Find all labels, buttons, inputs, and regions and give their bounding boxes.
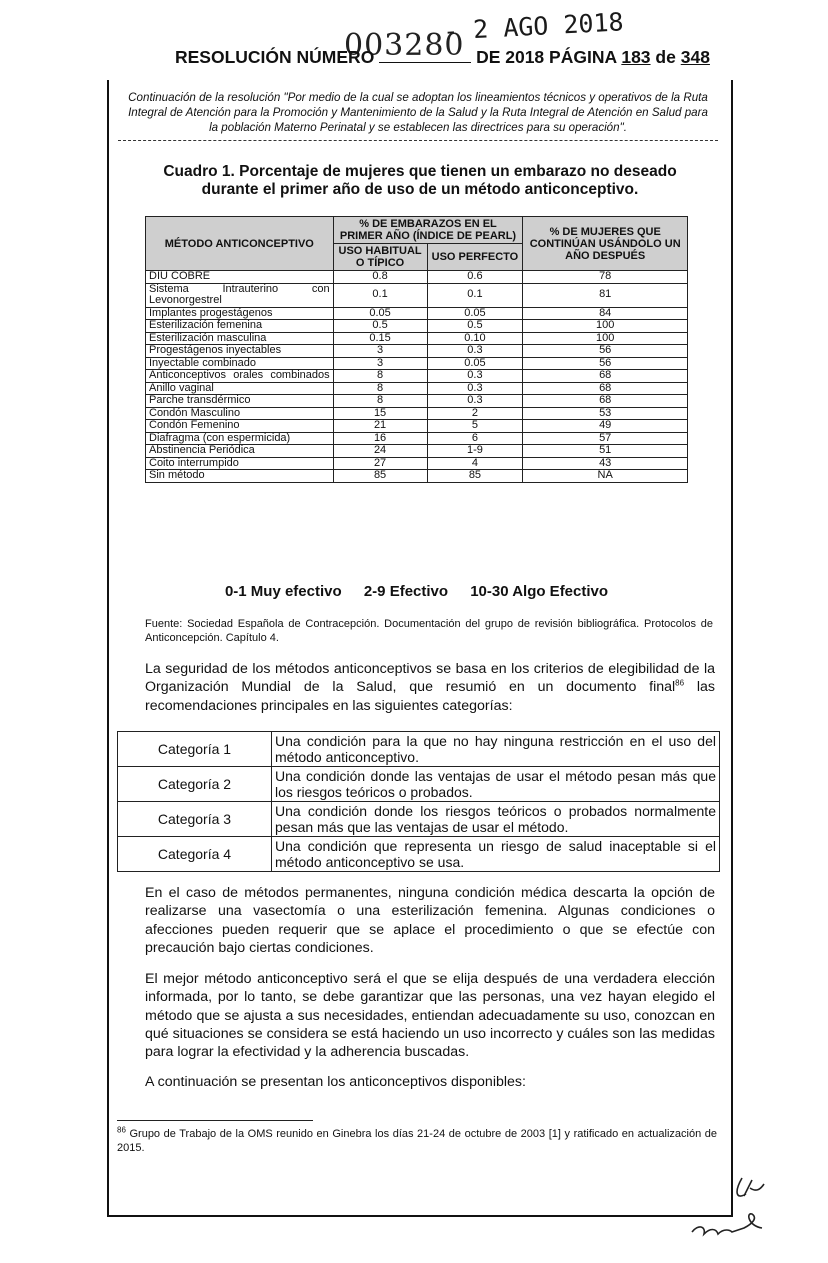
category-label: Categoría 3 xyxy=(118,802,272,837)
table-row xyxy=(146,307,688,320)
paragraph-available: A continuación se presentan los anticonceptivos disponibles: xyxy=(145,1074,526,1090)
category-label: Categoría 2 xyxy=(118,767,272,802)
category-row xyxy=(118,837,720,872)
table-row xyxy=(146,332,688,345)
page-number: 183 xyxy=(621,47,651,67)
cell-perfect: 0.05 xyxy=(427,307,523,320)
total-pages: 348 xyxy=(680,47,710,67)
page-of: de xyxy=(655,47,676,67)
cell-typical: 0.05 xyxy=(333,307,427,320)
header-perfect: USO PERFECTO xyxy=(427,244,523,271)
page-label: PÁGINA xyxy=(549,47,617,67)
cell-perfect: 0.1 xyxy=(427,283,523,307)
date-stamp: - 2 AGO 2018 xyxy=(442,7,625,46)
cell-perfect: 1-9 xyxy=(427,445,523,458)
cell-perfect: 0.3 xyxy=(427,345,523,358)
cell-typical: 3 xyxy=(333,345,427,358)
footnote-text: Grupo de Trabajo de la OMS reunido en Ginebra los días 21-24 de octubre de 2003 [1] y ratificado en actualización de 2015. xyxy=(117,1128,717,1154)
cell-method: Sin método xyxy=(146,470,334,483)
cell-continuing: 57 xyxy=(523,432,688,445)
cell-continuing: 43 xyxy=(523,457,688,470)
cell-perfect: 0.3 xyxy=(427,395,523,408)
continuation-note: Continuación de la resolución "Por medio de la cual se adoptan los lineamientos técnicos y operativos de la Ruta Integral de Atención para la Promoción y Mantenimiento de la Salud y la Ruta Integral de Atención en Salud para la población Materno Perinatal y se establecen las directrices para su operación". xyxy=(128,91,708,134)
table-row xyxy=(146,345,688,358)
cell-method: Anticonceptivos orales combinados xyxy=(146,370,334,383)
cell-method: Sistema Intrauterino con Levonorgestrel xyxy=(146,283,334,307)
legend-very-effective: 0-1 Muy efectivo xyxy=(224,583,342,600)
footnote-divider xyxy=(117,1120,313,1121)
cell-typical: 85 xyxy=(333,470,427,483)
category-description: Una condición para la que no hay ninguna restricción en el uso del método anticonceptivo. xyxy=(272,732,720,767)
cell-continuing: 51 xyxy=(523,445,688,458)
cell-continuing: 68 xyxy=(523,370,688,383)
cell-method: Implantes progestágenos xyxy=(146,307,334,320)
cell-method: Parche transdérmico xyxy=(146,395,334,408)
table-row xyxy=(146,407,688,420)
cell-continuing: 84 xyxy=(523,307,688,320)
table-row xyxy=(146,271,688,284)
table-row xyxy=(146,420,688,433)
cell-method: Condón Femenino xyxy=(146,420,334,433)
stamp-number: 003280 xyxy=(344,28,465,63)
legend-somewhat-effective: 10-30 Algo Efectivo xyxy=(470,583,609,600)
cell-method: Abstinencia Periódica xyxy=(146,445,334,458)
resolution-prefix: RESOLUCIÓN NÚMERO xyxy=(175,47,375,67)
cell-method: Esterilización masculina xyxy=(146,332,334,345)
dashed-divider xyxy=(118,140,718,141)
page-header xyxy=(175,47,710,68)
handwritten-signature xyxy=(672,1170,772,1250)
cell-perfect: 0.3 xyxy=(427,382,523,395)
cell-method: Esterilización femenina xyxy=(146,320,334,333)
cell-perfect: 0.6 xyxy=(427,271,523,284)
cell-method: Coito interrumpido xyxy=(146,457,334,470)
legend-effective: 2-9 Efectivo xyxy=(363,583,449,600)
cell-continuing: 81 xyxy=(523,283,688,307)
category-row xyxy=(118,732,720,767)
paragraph-eligibility-text: La seguridad de los métodos anticonceptivos se basa en los criterios de elegibilidad de la Organización Mundial de la Salud, que resumió en un documento final xyxy=(145,661,715,696)
cell-method: Anillo vaginal xyxy=(146,382,334,395)
header-pregnancy: % DE EMBARAZOS EN EL PRIMER AÑO (ÍNDICE DE PEARL) xyxy=(333,217,523,244)
category-label: Categoría 1 xyxy=(118,732,272,767)
header-method: MÉTODO ANTICONCEPTIVO xyxy=(146,217,334,271)
table-row xyxy=(146,283,688,307)
cell-typical: 3 xyxy=(333,357,427,370)
cell-continuing: 49 xyxy=(523,420,688,433)
cell-typical: 0.15 xyxy=(333,332,427,345)
paragraph-eligibility-end: las recomendaciones principales en las siguientes categorías: xyxy=(145,679,716,714)
cell-method: DIU COBRE xyxy=(146,271,334,284)
cell-continuing: 68 xyxy=(523,382,688,395)
cell-typical: 8 xyxy=(333,395,427,408)
cell-typical: 8 xyxy=(333,382,427,395)
cell-perfect: 2 xyxy=(427,407,523,420)
cell-method: Progestágenos inyectables xyxy=(146,345,334,358)
cell-continuing: 56 xyxy=(523,357,688,370)
cell-perfect: 0.10 xyxy=(427,332,523,345)
cell-perfect: 0.3 xyxy=(427,370,523,383)
table-row xyxy=(146,457,688,470)
number-blank xyxy=(379,48,471,63)
cell-typical: 15 xyxy=(333,407,427,420)
cell-continuing: 78 xyxy=(523,271,688,284)
category-description: Una condición que representa un riesgo de salud inaceptable si el método anticonceptivo se usa. xyxy=(272,837,720,872)
footnote xyxy=(117,1125,717,1155)
category-description: Una condición donde los riesgos teóricos o probados normalmente pesan más que las ventajas de usar el método. xyxy=(272,802,720,837)
category-row xyxy=(118,802,720,837)
cell-typical: 24 xyxy=(333,445,427,458)
cell-typical: 0.1 xyxy=(333,283,427,307)
cell-perfect: 0.05 xyxy=(427,357,523,370)
header-continuing: % DE MUJERES QUE CONTINÚAN USÁNDOLO UN AÑO DESPUÉS xyxy=(523,217,688,271)
table-row xyxy=(146,357,688,370)
paragraph-best-method: El mejor método anticonceptivo será el que se elija después de una verdadera elección informada, por lo tanto, se debe garantizar que las personas, una vez hayan elegido el método que se ajusta a sus necesidades, entiendan adecuadamente su uso, conozcan en qué situaciones se considera se está haciendo un uso incorrecto y cuáles son las medidas para lograr la efectividad y la adherencia buscadas. xyxy=(145,971,715,1061)
cell-continuing: 100 xyxy=(523,320,688,333)
footnote-ref: 86 xyxy=(675,678,685,688)
category-label: Categoría 4 xyxy=(118,837,272,872)
cell-typical: 0.5 xyxy=(333,320,427,333)
table-row xyxy=(146,470,688,483)
table-row xyxy=(146,370,688,383)
contraceptive-table xyxy=(145,216,688,483)
category-table xyxy=(117,731,720,872)
category-description: Una condición donde las ventajas de usar el método pesan más que los riesgos teóricos o probados. xyxy=(272,767,720,802)
footnote-number: 86 xyxy=(117,1125,126,1135)
cell-perfect: 0.5 xyxy=(427,320,523,333)
cell-perfect: 4 xyxy=(427,457,523,470)
cell-continuing: 68 xyxy=(523,395,688,408)
source-note: Fuente: Sociedad Española de Contracepción. Documentación del grupo de revisión bibliográfica. Protocolos de Anticoncepción. Capítulo 4. xyxy=(145,618,713,644)
cell-typical: 21 xyxy=(333,420,427,433)
header-typical: USO HABITUAL O TÍPICO xyxy=(333,244,427,271)
table-row xyxy=(146,445,688,458)
cell-typical: 27 xyxy=(333,457,427,470)
cell-perfect: 6 xyxy=(427,432,523,445)
cell-method: Inyectable combinado xyxy=(146,357,334,370)
table-row xyxy=(146,382,688,395)
effectiveness-legend xyxy=(145,583,688,600)
cell-continuing: 56 xyxy=(523,345,688,358)
cell-continuing: NA xyxy=(523,470,688,483)
table-row xyxy=(146,432,688,445)
table-row xyxy=(146,320,688,333)
cell-perfect: 85 xyxy=(427,470,523,483)
cell-typical: 8 xyxy=(333,370,427,383)
cell-method: Diafragma (con espermicida) xyxy=(146,432,334,445)
category-row xyxy=(118,767,720,802)
paragraph-eligibility xyxy=(145,660,715,715)
cell-method: Condón Masculino xyxy=(146,407,334,420)
table-title: Cuadro 1. Porcentaje de mujeres que tienen un embarazo no deseado durante el primer año de uso de un método anticonceptivo. xyxy=(163,163,677,198)
cell-typical: 16 xyxy=(333,432,427,445)
cell-continuing: 53 xyxy=(523,407,688,420)
cell-perfect: 5 xyxy=(427,420,523,433)
resolution-year: DE 2018 xyxy=(476,47,545,67)
cell-continuing: 100 xyxy=(523,332,688,345)
cell-typical: 0.8 xyxy=(333,271,427,284)
table-row xyxy=(146,395,688,408)
paragraph-permanent-methods: En el caso de métodos permanentes, ninguna condición médica descarta la opción de realizarse una vasectomía o una esterilización femenina. Algunas condiciones o afecciones pueden requerir que se aplace el procedimiento o que se efectúe con precaución bajo ciertas condiciones. xyxy=(145,885,715,956)
